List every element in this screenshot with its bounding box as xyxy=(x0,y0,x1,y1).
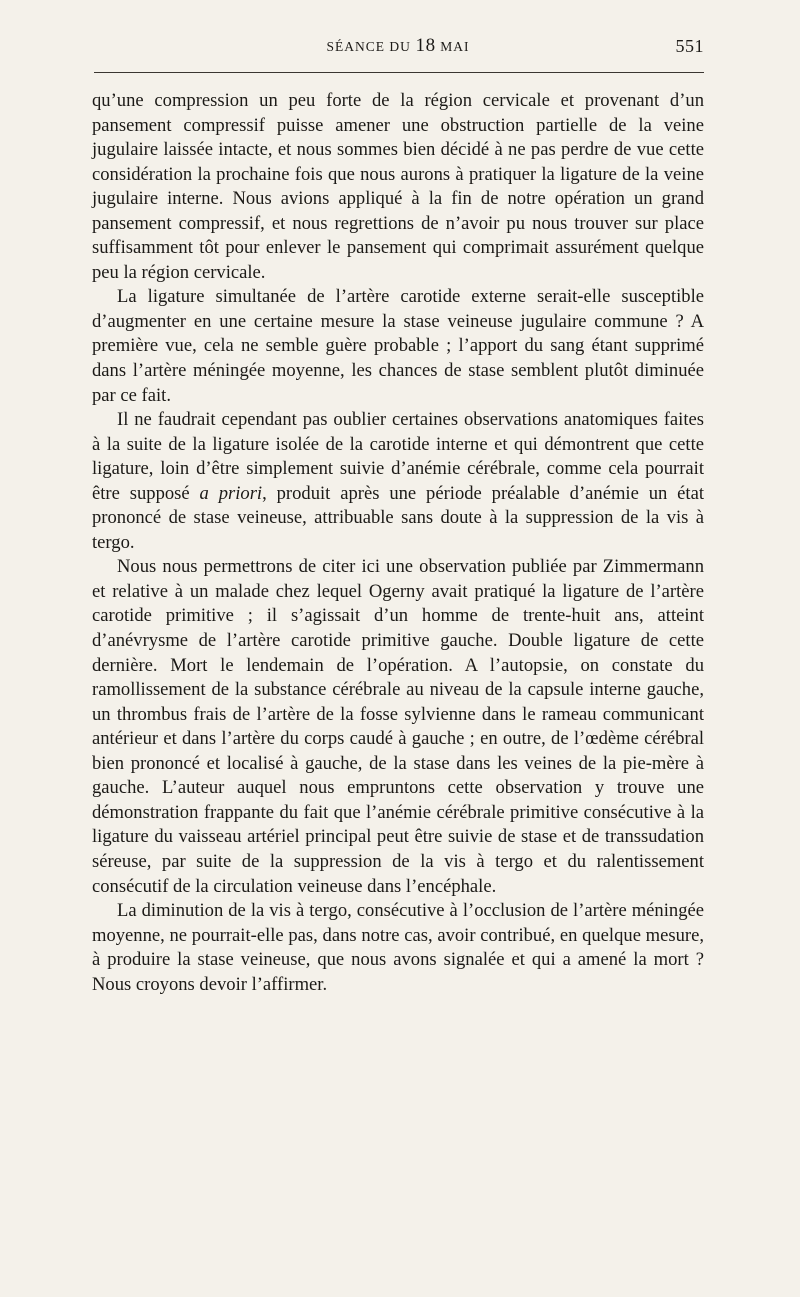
italic-phrase: a priori xyxy=(199,482,263,504)
paragraph-continued: qu’une compression un peu forte de la région cervicale et provenant d’un pansement compressif puisse amener une obstruction partielle de la veine jugulaire laissée intacte, et nous sommes bien décidé à ne pas perdre de vue cette considération la prochaine fois que nous aurons à pratiquer la ligature de la veine jugulaire interne. Nous avions appliqué à la fin de notre opération un grand pansement compressif, et nous regrettions de n’avoir pu nous trouver sur place suffisamment tôt pour enlever le pansement qui comprimait assurément quelque peu la région cervicale. xyxy=(92,90,704,283)
page-number: 551 xyxy=(675,36,704,56)
header-title-month: MAI xyxy=(440,39,470,54)
paragraph-text: , produit après une période préalable d’anémie un état prononcé de stase veineuse, attribuable sans doute à la suppression de la vis à tergo. xyxy=(92,482,705,553)
paragraph: La ligature simultanée de l’artère carotide externe serait-elle susceptible d’augmenter en une certaine mesure la stase veineuse jugulaire commune ? A première vue, cela ne semble guère probable ; l’apport du sang étant supprimé dans l’artère méningée moyenne, les chances de stase semblent plutôt diminuée par ce fait. xyxy=(92,286,704,406)
header-rule xyxy=(94,72,704,73)
book-page xyxy=(92,0,704,1297)
running-header xyxy=(92,32,704,62)
paragraph xyxy=(92,408,704,555)
body-text xyxy=(92,89,704,997)
header-title-day: 18 xyxy=(415,35,436,56)
paragraph-text: Il ne faudrait cependant pas oublier certaines observations anatomiques faites à la suite de la ligature isolée de la carotide interne et qui démontrent que cette ligature, loin d’être simplement suivie d’anémie cérébrale, comme cela pourrait être supposé xyxy=(92,409,704,504)
paragraph: Nous nous permettrons de citer ici une observation publiée par Zimmermann et relative à un malade chez lequel Ogerny avait pratiqué la ligature de l’artère carotide primitive ; il s’agissait d’un homme de trente-huit ans, atteint d’anévrysme de l’artère carotide primitive gauche. Double ligature de cette dernière. Mort le lendemain de l’opération. A l’autopsie, on constate du ramollissement de la substance cérébrale au niveau de la capsule interne gauche, un thrombus frais de l’artère de la fosse sylvienne dans le rameau communicant antérieur et dans l’artère du corps caudé à gauche ; en outre, de l’œdème cérébral bien prononcé et localisé à gauche, de la stase dans les veines de la pie-mère à gauche. L’auteur auquel nous empruntons cette observation y trouve une démonstration frappante du fait que l’anémie cérébrale primitive consécutive à la ligature du vaisseau artériel principal peut être suivie de stase et de transsudation séreuse, par suite de la suppression de la vis à tergo et du ralentissement consécutif de la circulation veineuse dans l’encéphale. xyxy=(92,556,704,897)
paragraph: La diminution de la vis à tergo, consécutive à l’occlusion de l’artère méningée moyenne, ne pourrait-elle pas, dans notre cas, avoir contribué, en quelque mesure, à produire la stase veineuse, que nous avons signalée et qui a amené la mort ? Nous croyons devoir l’affirmer. xyxy=(92,900,704,995)
header-title-prefix: SÉANCE DU xyxy=(326,39,411,54)
header-title xyxy=(92,32,704,61)
